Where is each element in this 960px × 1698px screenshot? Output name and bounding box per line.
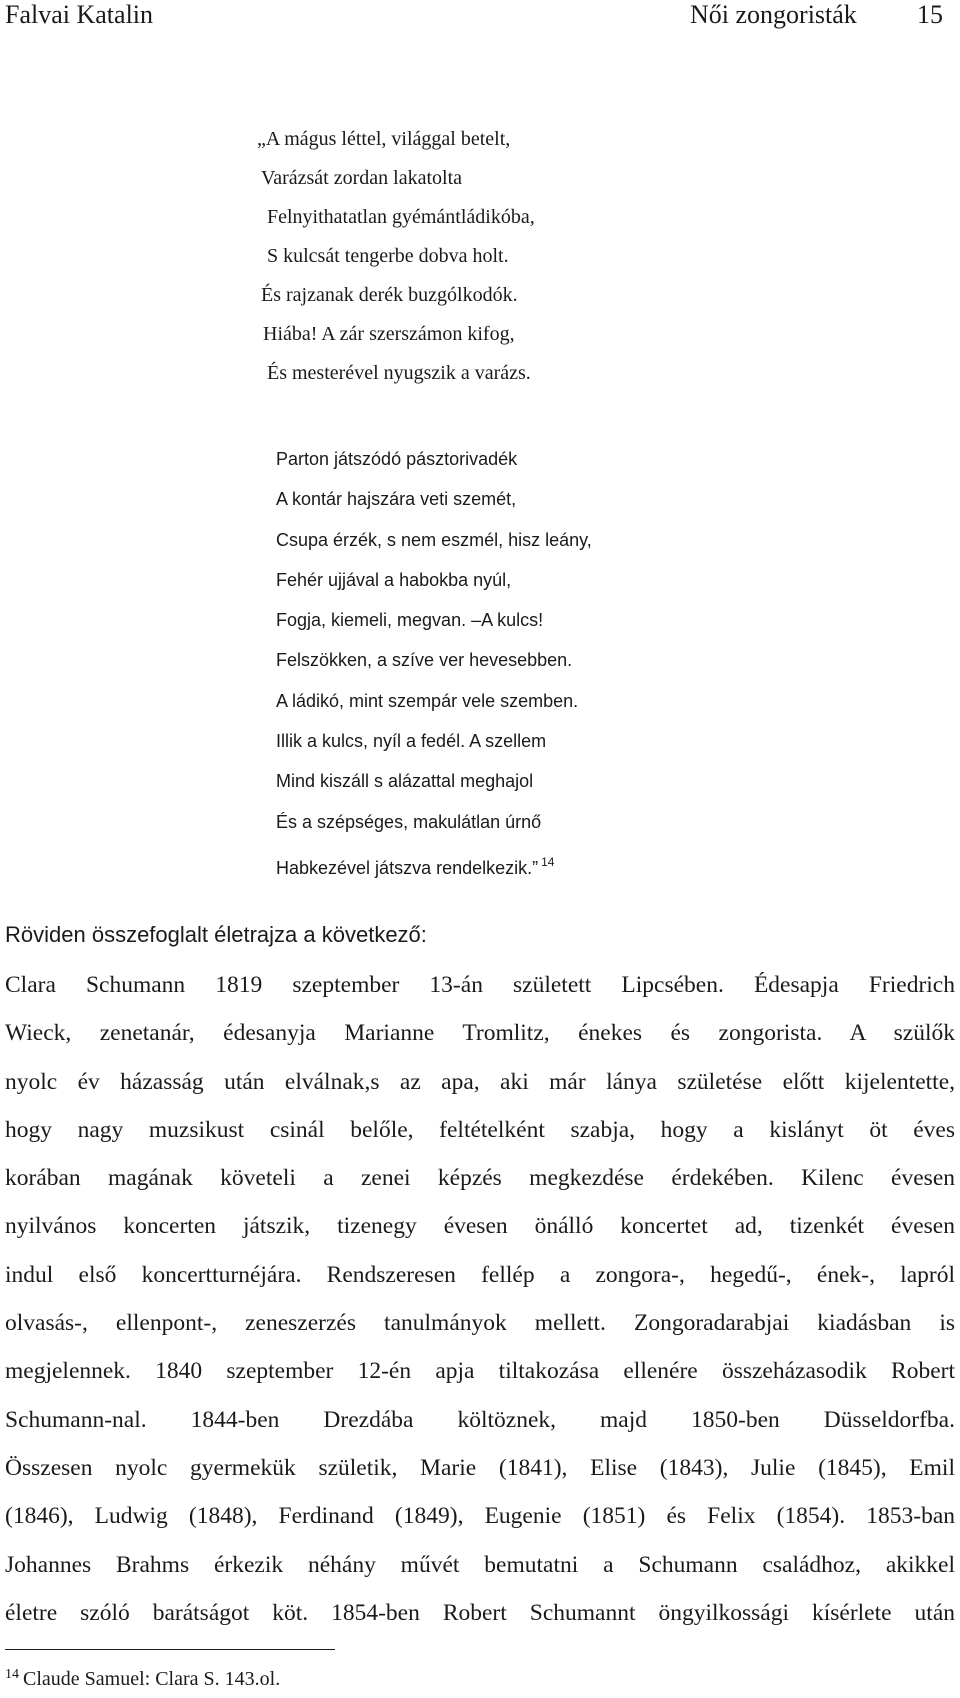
poem-line: Mind kiszáll s alázattal meghajol <box>276 771 534 792</box>
poem-line: Csupa érzék, s nem eszmél, hisz leány, <box>276 529 592 550</box>
page-number: 15 <box>917 0 943 29</box>
poem-line: Varázsát zordan lakatolta <box>261 167 463 189</box>
poem-stanza-1 <box>257 122 535 395</box>
poem-line: „A mágus léttel, világgal betelt, <box>257 128 511 150</box>
paragraph-line: Összesen nyolc gyermekük születik, Marie (1841), Elise (1843), Julie (1845), Emil <box>5 1454 955 1481</box>
paragraph-line: életre szóló barátságot köt. 1854-ben Robert Schumannt öngyilkossági kísérlete után <box>5 1599 955 1626</box>
paragraph-line: korában magának követeli a zenei képzés megkezdése érdekében. Kilenc évesen <box>5 1165 955 1192</box>
footnote-reference[interactable]: 14 <box>541 854 555 869</box>
poem-line: És rajzanak derék buzgólkodók. <box>261 284 518 306</box>
poem-last-line <box>276 845 592 885</box>
paragraph-line: Schumann-nal. 1844-ben Drezdába költöznek, majd 1850-ben Düsseldorfba. <box>5 1406 955 1433</box>
paragraph-line: olvasás-, ellenpont-, zeneszerzés tanulmányok mellett. Zongoradarabjai kiadásban is <box>5 1310 955 1337</box>
poem-line: A kontár hajszára veti szemét, <box>276 489 517 510</box>
intro-sentence: Röviden összefoglalt életrajza a következő: <box>5 922 427 947</box>
poem-line: És mesterével nyugszik a varázs. <box>267 362 531 384</box>
paragraph-line: hogy nagy muzsikust csinál belőle, feltételként szabja, hogy a kislányt öt éves <box>5 1116 955 1143</box>
poem-line: Felnyithatatlan gyémántládikóba, <box>267 206 535 228</box>
paragraph-line: (1846), Ludwig (1848), Ferdinand (1849), Eugenie (1851) és Felix (1854). 1853-ban <box>5 1503 955 1530</box>
footnote <box>5 1660 280 1694</box>
poem-line: Fogja, kiemeli, megvan. –A kulcs! <box>276 610 544 631</box>
poem-line: Illik a kulcs, nyíl a fedél. A szellem <box>276 731 547 752</box>
poem-stanza-2 <box>276 442 592 885</box>
footnote-number: 14 <box>5 1667 19 1682</box>
paragraph-line: Clara Schumann 1819 szeptember 13-án született Lipcsében. Édesapja Friedrich <box>5 972 955 998</box>
running-header <box>0 0 960 34</box>
paragraph-line: megjelennek. 1840 szeptember 12-én apja tiltakozása ellenére összeházasodik Robert <box>5 1358 955 1385</box>
paragraph-line: Johannes Brahms érkezik néhány művét bemutatni a Schumann családhoz, akikkel <box>5 1551 955 1578</box>
paragraph-line: nyolc év házasság után elválnak,s az apa, aki már lánya születése előtt kijelentette, <box>5 1068 955 1095</box>
poem-line: Felszökken, a szíve ver hevesebben. <box>276 650 573 671</box>
poem-line: És a szépséges, makulátlan úrnő <box>276 811 542 832</box>
header-author: Falvai Katalin <box>5 0 154 29</box>
paragraph-line: Wieck, zenetanár, édesanyja Marianne Tromlitz, énekes és zongorista. A szülők <box>5 1020 955 1047</box>
poem-line: A ládikó, mint szempár vele szemben. <box>276 690 579 711</box>
footnote-text: Claude Samuel: Clara S. 143.ol. <box>23 1668 281 1690</box>
poem-line: S kulcsát tengerbe dobva holt. <box>267 245 509 267</box>
poem-line: Hiába! A zár szerszámon kifog, <box>263 323 515 345</box>
footnote-separator <box>5 1649 335 1650</box>
paragraph-line: nyilvános koncerten játszik, tizenegy évesen önálló koncertet ad, tizenkét évesen <box>5 1213 955 1240</box>
poem-line-text: Habkezével játszva rendelkezik.” <box>276 857 539 878</box>
biography-paragraph <box>5 966 955 1642</box>
paragraph-line: indul első koncertturnéjára. Rendszeresen fellép a zongora-, hegedű-, ének-, lapról <box>5 1261 955 1288</box>
poem-line: Parton játszódó pásztorivadék <box>276 449 518 469</box>
poem-line: Fehér ujjával a habokba nyúl, <box>276 569 512 590</box>
header-topic: Női zongoristák <box>690 0 857 29</box>
